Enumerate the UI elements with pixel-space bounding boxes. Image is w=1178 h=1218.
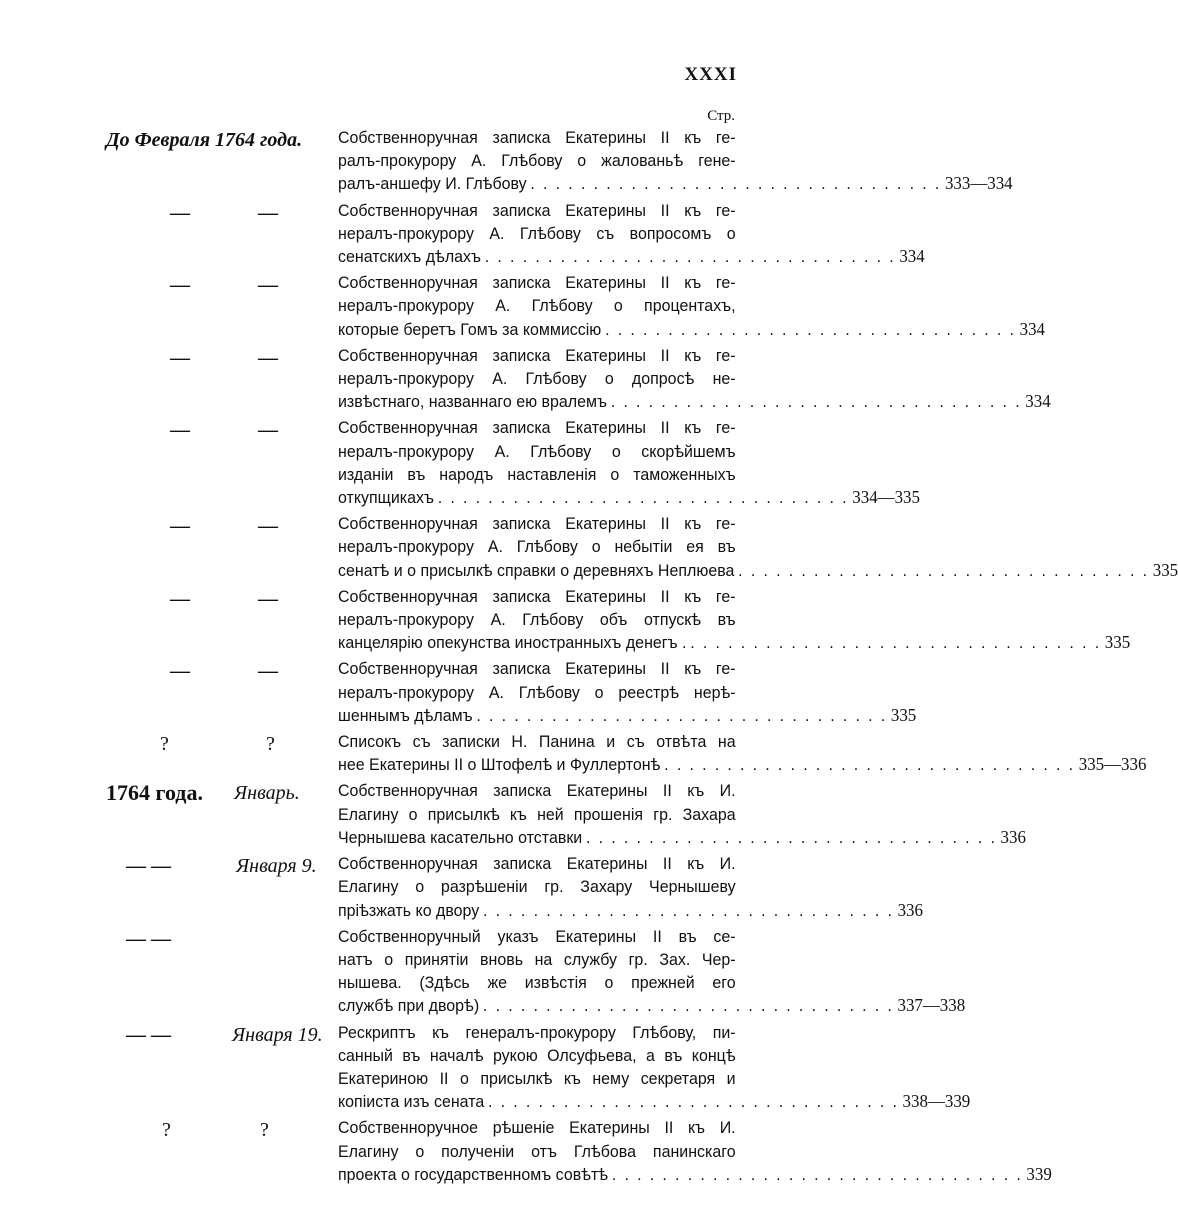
- entry-month: —: [258, 587, 278, 610]
- entry-page-ref: 334: [899, 246, 925, 267]
- description-last-line: [338, 899, 923, 922]
- toc-entry: [0, 1116, 1052, 1186]
- leader-dots: . . . . . . . . . . . . . . . . . . . . . . . . . . . . . . . . .: [690, 633, 1102, 653]
- entry-date: —: [170, 515, 190, 538]
- table-of-contents: [0, 126, 1178, 1186]
- description-line: Списокъ съ записки Н. Панина и съ отвѣта на: [338, 732, 736, 752]
- description-line: Рескриптъ къ генералъ-прокурору Глѣбову, пи-: [338, 1022, 736, 1042]
- description-last-line: [338, 1163, 1052, 1186]
- description-line: ралъ-аншефу И. Глѣбову: [338, 174, 527, 194]
- entry-description: [338, 925, 966, 1018]
- description-line: Собственноручное рѣшенiе Екатерины II къ И.: [338, 1118, 736, 1138]
- entry-date: 1764 года.: [106, 780, 203, 806]
- entry-month: ?: [266, 733, 275, 756]
- entry-month: —: [258, 660, 278, 683]
- description-line: шеннымъ дѣламъ: [338, 705, 473, 725]
- entry-page-ref: 334: [1019, 318, 1045, 339]
- leader-dots: . . . . . . . . . . . . . . . . . . . . . . . . . . . . . . . . .: [664, 755, 1075, 775]
- leader-dots: . . . . . . . . . . . . . . . . . . . . . . . . . . . . . . . . .: [476, 705, 888, 725]
- description-last-line: [338, 631, 1131, 654]
- description-last-line: [338, 994, 966, 1017]
- entry-description: [338, 416, 920, 509]
- page-column-label: Стр.: [707, 108, 735, 124]
- description-line: проекта о государственномъ совѣтѣ: [338, 1164, 609, 1184]
- description-last-line: [338, 753, 1147, 776]
- description-line: Собственноручная записка Екатерины II къ ге-: [338, 200, 736, 220]
- description-last-line: [338, 245, 925, 268]
- entry-page-ref: 336: [897, 899, 923, 920]
- entry-description: [338, 779, 1026, 849]
- description-line: Собственноручная записка Екатерины II къ ге-: [338, 128, 736, 147]
- description-line: канцелярiю опекунства иностранныхъ денегъ .: [338, 633, 687, 653]
- leader-dots: . . . . . . . . . . . . . . . . . . . . . . . . . . . . . . . . .: [482, 996, 894, 1016]
- description-line: Собственноручная записка Екатерины II къ ге-: [338, 514, 736, 534]
- description-line: нералъ-прокурору А. Глѣбову съ вопросомъ о: [338, 223, 736, 243]
- description-line: извѣстнаго, названнаго ею вралемъ: [338, 392, 607, 412]
- leader-dots: . . . . . . . . . . . . . . . . . . . . . . . . . . . . . . . . .: [605, 319, 1016, 339]
- toc-entry: [0, 416, 920, 509]
- description-line: Собственноручная записка Екатерины II къ И.: [338, 854, 736, 874]
- entry-page-ref: 335: [1152, 559, 1178, 580]
- entry-month: Января 19.: [232, 1023, 323, 1046]
- entry-description: [338, 657, 917, 727]
- entry-page-ref: 336: [1000, 826, 1026, 847]
- leader-dots: . . . . . . . . . . . . . . . . . . . . . . . . . . . . . . . . .: [585, 827, 997, 847]
- entry-page-ref: 338—339: [902, 1091, 971, 1112]
- description-line: ралъ-прокурору А. Глѣбову о жалованьѣ гене-: [338, 151, 736, 171]
- toc-entry: [0, 730, 1147, 776]
- leader-dots: . . . . . . . . . . . . . . . . . . . . . . . . . . . . . . . . .: [530, 174, 942, 194]
- toc-entry: [0, 344, 1051, 414]
- toc-entry: [0, 925, 966, 1018]
- toc-entry: [0, 1021, 971, 1114]
- description-line: Собственноручная записка Екатерины II къ ге-: [338, 418, 736, 438]
- description-last-line: [338, 704, 917, 727]
- description-line: нералъ-прокурору А. Глѣбову объ отпускѣ въ: [338, 610, 736, 630]
- description-line: Собственноручная записка Екатерины II къ ге-: [338, 659, 736, 679]
- entry-page-ref: 335—336: [1078, 754, 1147, 775]
- entry-page-ref: 339: [1026, 1163, 1052, 1184]
- description-line: которые беретъ Гомъ за коммиссiю: [338, 319, 602, 339]
- entry-month: —: [258, 346, 278, 369]
- description-line: нералъ-прокурору А. Глѣбову о небытiи ея въ: [338, 537, 736, 557]
- entry-month: —: [258, 419, 278, 442]
- description-line: натъ о принятiи вновь на службу гр. Зах. Чер-: [338, 949, 736, 969]
- page-number: XXXI: [684, 64, 737, 85]
- description-line: нералъ-прокурору А. Глѣбову о процентахъ,: [338, 296, 736, 316]
- entry-month: —: [258, 274, 278, 297]
- description-line: Елагину о полученiи отъ Глѣбова панинскаго: [338, 1141, 736, 1161]
- description-line: копiиста изъ сената: [338, 1092, 485, 1112]
- description-line: санный въ началѣ рукою Олсуфьева, а въ концѣ: [338, 1045, 736, 1065]
- description-last-line: [338, 559, 1178, 582]
- entry-page-ref: 337—338: [897, 995, 966, 1016]
- description-line: сенатѣ и о присылкѣ справки о деревняхъ Неплюева: [338, 560, 735, 580]
- entry-page-ref: 334: [1025, 391, 1051, 412]
- toc-entry: [0, 126, 1013, 196]
- entry-description: [338, 730, 1147, 776]
- entry-month: Январь.: [234, 782, 300, 805]
- toc-entry: [0, 512, 1178, 582]
- description-line: изданiи въ народъ наставленiя о таможенныхъ: [338, 464, 736, 484]
- entry-description: [338, 512, 1178, 582]
- description-line: Елагину о разрѣшенiи гр. Захару Чернышеву: [338, 877, 736, 897]
- entry-date: —: [170, 346, 190, 369]
- entry-month: —: [258, 201, 278, 224]
- leader-dots: . . . . . . . . . . . . . . . . . . . . . . . . . . . . . . . . .: [611, 1164, 1023, 1184]
- leader-dots: . . . . . . . . . . . . . . . . . . . . . . . . . . . . . . . . .: [610, 392, 1022, 412]
- leader-dots: . . . . . . . . . . . . . . . . . . . . . . . . . . . . . . . . .: [437, 488, 849, 508]
- description-line: нералъ-прокурору А. Глѣбову о допросѣ не-: [338, 369, 736, 389]
- description-line: Елагину о присылкѣ къ ней прошенiя гр. Захара: [338, 804, 736, 824]
- entry-month: Января 9.: [236, 855, 317, 878]
- entry-description: [338, 1021, 971, 1114]
- entry-description: [338, 852, 923, 922]
- entry-description: [338, 344, 1051, 414]
- toc-entry: [0, 585, 1131, 655]
- description-line: нералъ-прокурору А. Глѣбову о реестрѣ нерѣ-: [338, 682, 736, 702]
- leader-dots: . . . . . . . . . . . . . . . . . . . . . . . . . . . . . . . . .: [484, 247, 896, 267]
- description-line: нее Екатерины II о Штофелѣ и Фуллертонѣ: [338, 755, 661, 775]
- description-line: Чернышева касательно отставки: [338, 827, 583, 847]
- description-line: прiѣзжать ко двору: [338, 900, 480, 920]
- description-line: нышева. (Здѣсь же извѣстiя о прежней его: [338, 973, 736, 993]
- toc-entry: [0, 271, 1045, 341]
- description-last-line: [338, 318, 1045, 341]
- entry-date: — —: [126, 855, 171, 878]
- entry-description: [338, 1116, 1052, 1186]
- toc-entry: [0, 779, 1026, 849]
- description-line: службѣ при дворѣ): [338, 996, 480, 1016]
- entry-page-ref: 335: [890, 704, 917, 725]
- leader-dots: . . . . . . . . . . . . . . . . . . . . . . . . . . . . . . . . .: [738, 560, 1149, 580]
- description-last-line: [338, 486, 920, 509]
- entry-date: —: [170, 587, 190, 610]
- description-line: Екатериною II о присылкѣ къ нему секретаря и: [338, 1068, 736, 1088]
- leader-dots: . . . . . . . . . . . . . . . . . . . . . . . . . . . . . . . . .: [483, 900, 894, 920]
- entry-date: —: [170, 274, 190, 297]
- entry-date: ?: [162, 1119, 171, 1142]
- entry-description: [338, 271, 1045, 341]
- description-line: Собственноручный указъ Екатерины II въ се-: [338, 926, 736, 946]
- description-line: Собственноручная записка Екатерины II къ ге-: [338, 586, 736, 606]
- entry-page-ref: 334—335: [852, 487, 920, 508]
- entry-description: [338, 585, 1131, 655]
- description-last-line: [338, 172, 1013, 195]
- entry-page-ref: 335: [1104, 632, 1131, 653]
- description-last-line: [338, 1090, 971, 1113]
- entry-page-ref: 333—334: [944, 173, 1013, 194]
- entry-description: [338, 126, 1013, 196]
- toc-entry: [0, 657, 917, 727]
- entry-date: — —: [126, 927, 171, 950]
- entry-date: —: [170, 201, 190, 224]
- description-last-line: [338, 390, 1051, 413]
- description-line: Собственноручная записка Екатерины II къ ге-: [338, 273, 736, 293]
- entry-date: —: [170, 660, 190, 683]
- toc-entry: [0, 199, 925, 269]
- entry-description: [338, 199, 925, 269]
- description-line: Собственноручная записка Екатерины II къ ге-: [338, 345, 736, 365]
- entry-date: — —: [126, 1023, 171, 1046]
- description-line: нералъ-прокурору А. Глѣбову о скорѣйшемъ: [338, 441, 736, 461]
- description-line: Собственноручная записка Екатерины II къ И.: [338, 781, 736, 801]
- description-last-line: [338, 826, 1026, 849]
- toc-entry: [0, 852, 923, 922]
- entry-date: —: [170, 419, 190, 442]
- description-line: откупщикахъ: [338, 488, 434, 508]
- description-line: сенатскихъ дѣлахъ: [338, 247, 482, 267]
- entry-month: ?: [260, 1119, 269, 1142]
- leader-dots: . . . . . . . . . . . . . . . . . . . . . . . . . . . . . . . . .: [488, 1092, 899, 1112]
- entry-month: —: [258, 515, 278, 538]
- entry-date: До Февраля 1764 года.: [106, 129, 303, 151]
- entry-date: ?: [160, 733, 169, 756]
